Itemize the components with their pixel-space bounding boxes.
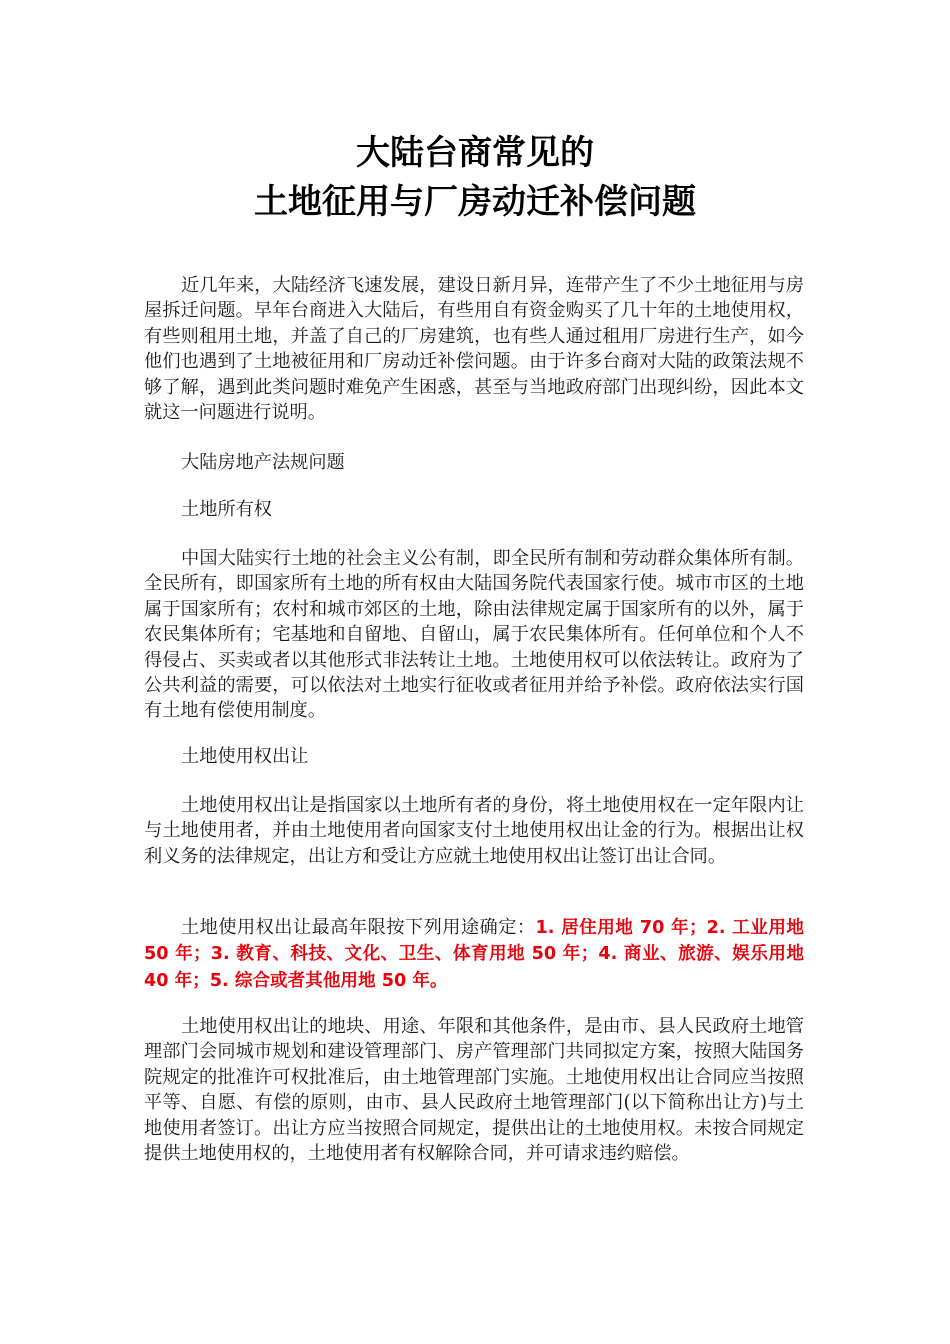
document-title-line-1: 大陆台商常见的 (356, 133, 594, 173)
transfer-paragraph: 土地使用权出让是指国家以土地所有者的身份，将土地使用权在一定年限内让与土地使用者，并由土地使用者向国家支付土地使用权出让金的行为。根据出让权利义务的法律规定，出让方和受让方应就土地使用权出让签订出让合同。 (144, 795, 804, 867)
contract-paragraph: 土地使用权出让的地块、用途、年限和其他条件，是由市、县人民政府土地管理部门会同城市规划和建设管理部门、房产管理部门共同拟定方案，按照大陆国务院规定的批准许可权批准后，由土地管理部门实施。土地使用权出让合同应当按照平等、自愿、有偿的原则，由市、县人民政府土地管理部门(以下简称出让方)与土地使用者签订。出让方应当按照合同规定，提供出让的土地使用权。未按合同规定提供土地使用权的，土地使用者有权解除合同，并可请求违约赔偿。 (144, 1016, 804, 1165)
section-heading-land-use-transfer: 土地使用权出让 (181, 746, 309, 767)
section-heading-real-estate-law: 大陆房地产法规问题 (181, 452, 345, 473)
document-title-line-2: 土地征用与厂房动迁补偿问题 (254, 182, 696, 222)
intro-paragraph: 近几年来，大陆经济飞速发展，建设日新月异，连带产生了不少土地征用与房屋拆迁问题。早年台商进入大陆后，有些用自有资金购买了几十年的土地使用权，有些则租用土地，并盖了自己的厂房建筑，也有些人通过租用厂房进行生产，如今他们也遇到了土地被征用和厂房动迁补偿问题。由于许多台商对大陆的政策法规不够了解，遇到此类问题时难免产生困惑，甚至与当地政府部门出现纠纷，因此本文就这一问题进行说明。 (144, 275, 804, 424)
ownership-paragraph: 中国大陆实行土地的社会主义公有制，即全民所有制和劳动群众集体所有制。全民所有，即国家所有土地的所有权由大陆国务院代表国家行使。城市市区的土地属于国家所有；农村和城市郊区的土地，除由法律规定属于国家所有的以外，属于农民集体所有；宅基地和自留地、自留山，属于农民集体所有。任何单位和个人不得侵占、买卖或者以其他形式非法转让土地。土地使用权可以依法转让。政府为了公共利益的需要，可以依法对土地实行征收或者征用并给予补偿。政府依法实行国有土地有偿使用制度。 (144, 548, 804, 722)
term-limits-intro: 土地使用权出让最高年限按下列用途确定： (181, 917, 536, 938)
term-limits-highlight: 1. 居住用地 70 年；2. 工业用地 50 年；3. 教育、科技、文化、卫生、体育用地 50 年；4. 商业、旅游、娱乐用地 40 年；5. 综合或者其他用地 50 年。 (144, 918, 804, 991)
term-limits-paragraph (144, 915, 804, 994)
section-heading-land-ownership: 土地所有权 (181, 499, 272, 520)
